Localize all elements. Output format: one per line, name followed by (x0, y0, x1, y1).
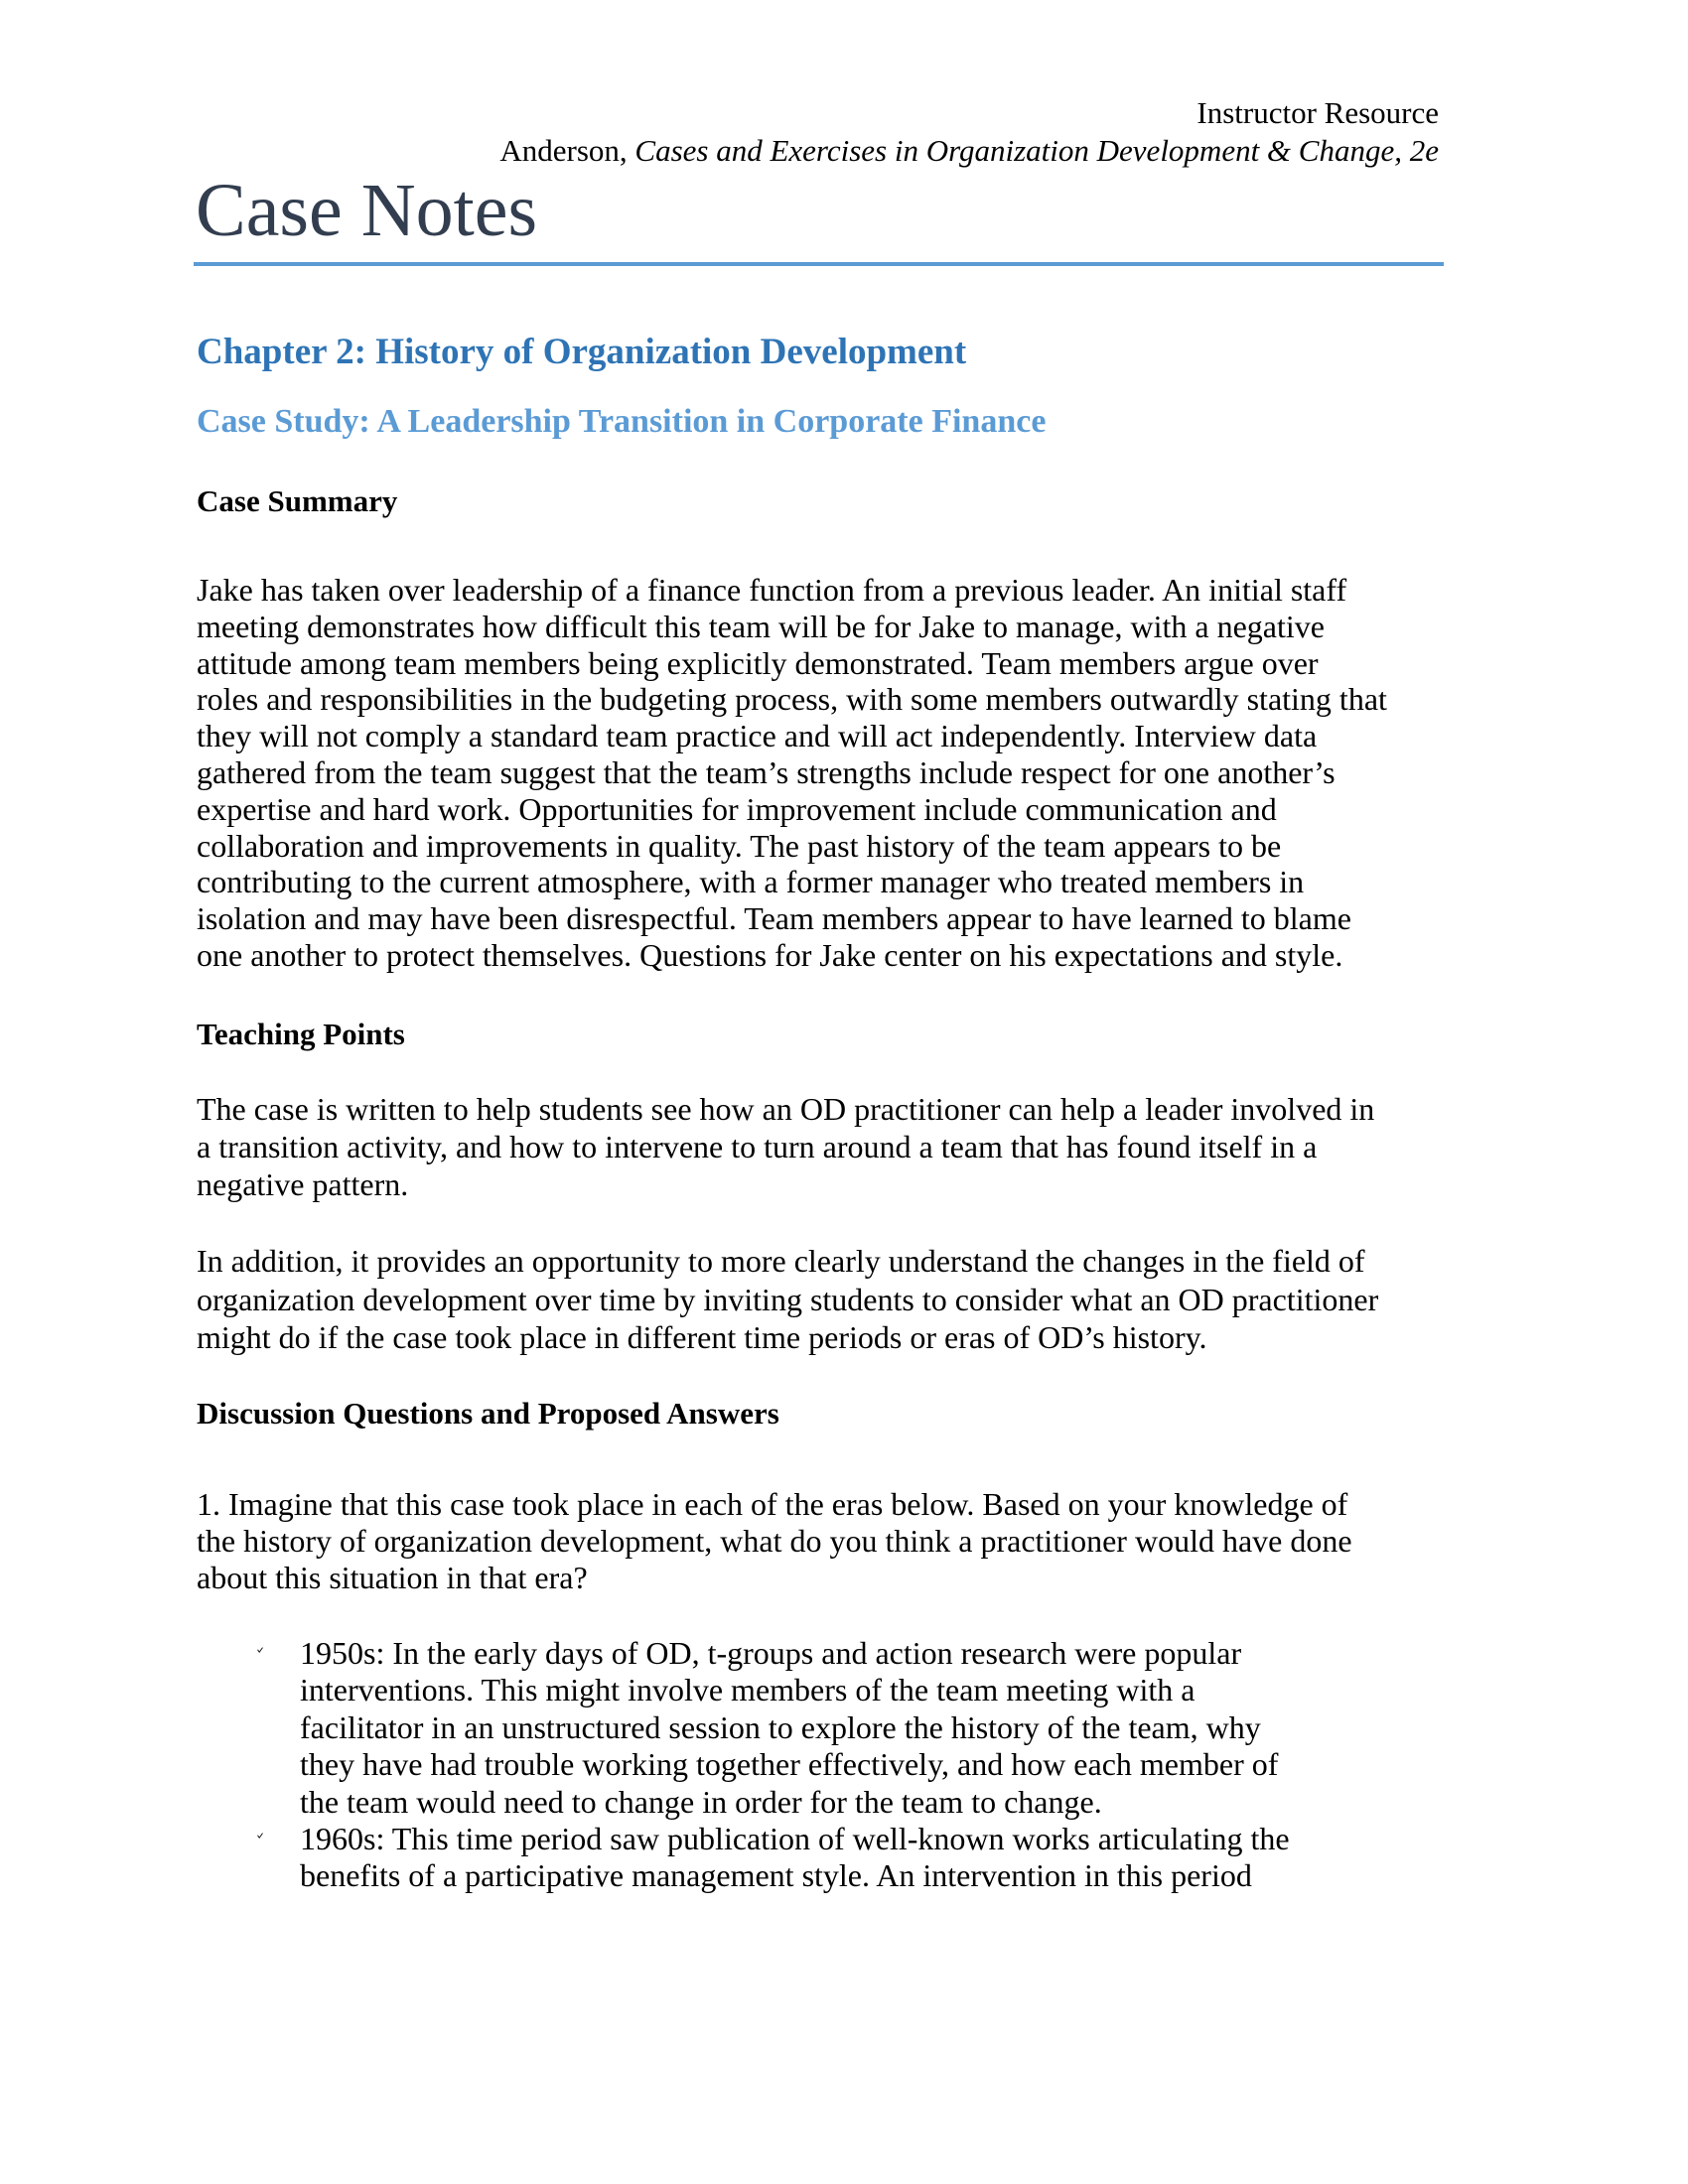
text-line: expertise and hard work. Opportunities for improvement include communication and (197, 790, 1277, 827)
section-heading-case-summary: Case Summary (197, 483, 398, 518)
discussion-question-1 (197, 1486, 1458, 1597)
text-line: the history of organization development, what do you think a practitioner would have done (197, 1523, 1352, 1560)
header-book-title: Cases and Exercises in Organization Development & Change, 2e (634, 133, 1439, 168)
text-line: roles and responsibilities in the budgeting process, with some members outwardly stating that (197, 681, 1387, 718)
page-title: Case Notes (196, 169, 538, 252)
text-line: collaboration and improvements in quality. The past history of the team appears to be (197, 827, 1282, 864)
bullet-item-1950s (197, 1635, 1458, 1821)
text-line: 1. Imagine that this case took place in each of the eras below. Based on your knowledge of (197, 1486, 1348, 1522)
text-line: meeting demonstrates how difficult this team will be for Jake to manage, with a negative (197, 608, 1325, 644)
title-underline-rule (194, 262, 1444, 266)
teaching-paragraph-1 (197, 1090, 1458, 1203)
checkmark-bullet-icon (257, 1833, 263, 1839)
text-line: isolation and may have been disrespectful. Team members appear to have learned to blame (197, 900, 1351, 937)
text-line: attitude among team members being explicitly demonstrated. Team members argue over (197, 644, 1319, 681)
text-line: organization development over time by inviting students to consider what an OD practitioner (197, 1281, 1379, 1317)
chapter-heading: Chapter 2: History of Organization Development (197, 332, 967, 372)
text-line: the team would need to change in order for the team to change. (300, 1783, 1102, 1820)
text-line: interventions. This might involve members of the team meeting with a (300, 1672, 1196, 1708)
text-line: negative pattern. (197, 1166, 409, 1202)
text-line: 1960s: This time period saw publication of well-known works articulating the (300, 1821, 1290, 1857)
header-instructor-resource (197, 94, 1439, 131)
text-line: about this situation in that era? (197, 1560, 588, 1596)
header-line1: Instructor Resource (1196, 95, 1439, 130)
case-summary-paragraph (197, 572, 1458, 974)
era-bullet-list (197, 1635, 1458, 1895)
header-book-citation (197, 132, 1439, 169)
text-line: 1950s: In the early days of OD, t-groups and action research were popular (300, 1635, 1242, 1671)
text-line: one another to protect themselves. Questions for Jake center on his expectations and style. (197, 936, 1343, 973)
bullet-item-1960s (197, 1821, 1458, 1895)
case-study-heading: Case Study: A Leadership Transition in Corporate Finance (197, 403, 1047, 440)
section-heading-discussion-questions: Discussion Questions and Proposed Answers (197, 1396, 779, 1431)
header-author: Anderson, (499, 133, 635, 168)
text-line: gathered from the team suggest that the team’s strengths include respect for one another’s (197, 753, 1336, 790)
teaching-paragraph-2 (197, 1242, 1458, 1357)
text-line: a transition activity, and how to intervene to turn around a team that has found itself in a (197, 1129, 1318, 1164)
checkmark-bullet-icon (257, 1647, 263, 1653)
text-line: they have had trouble working together effectively, and how each member of (300, 1746, 1279, 1783)
text-line: Jake has taken over leadership of a finance function from a previous leader. An initial staff (197, 572, 1347, 608)
section-heading-teaching-points: Teaching Points (197, 1017, 405, 1051)
text-line: facilitator in an unstructured session to explore the history of the team, why (300, 1708, 1261, 1745)
text-line: benefits of a participative management style. An intervention in this period (300, 1857, 1252, 1894)
text-line: contributing to the current atmosphere, with a former manager who treated members in (197, 864, 1305, 900)
text-line: they will not comply a standard team practice and will act independently. Interview data (197, 718, 1318, 754)
text-line: might do if the case took place in different time periods or eras of OD’s history. (197, 1319, 1207, 1355)
text-line: The case is written to help students see how an OD practitioner can help a leader involved in (197, 1091, 1375, 1127)
text-line: In addition, it provides an opportunity to more clearly understand the changes in the field of (197, 1243, 1365, 1279)
